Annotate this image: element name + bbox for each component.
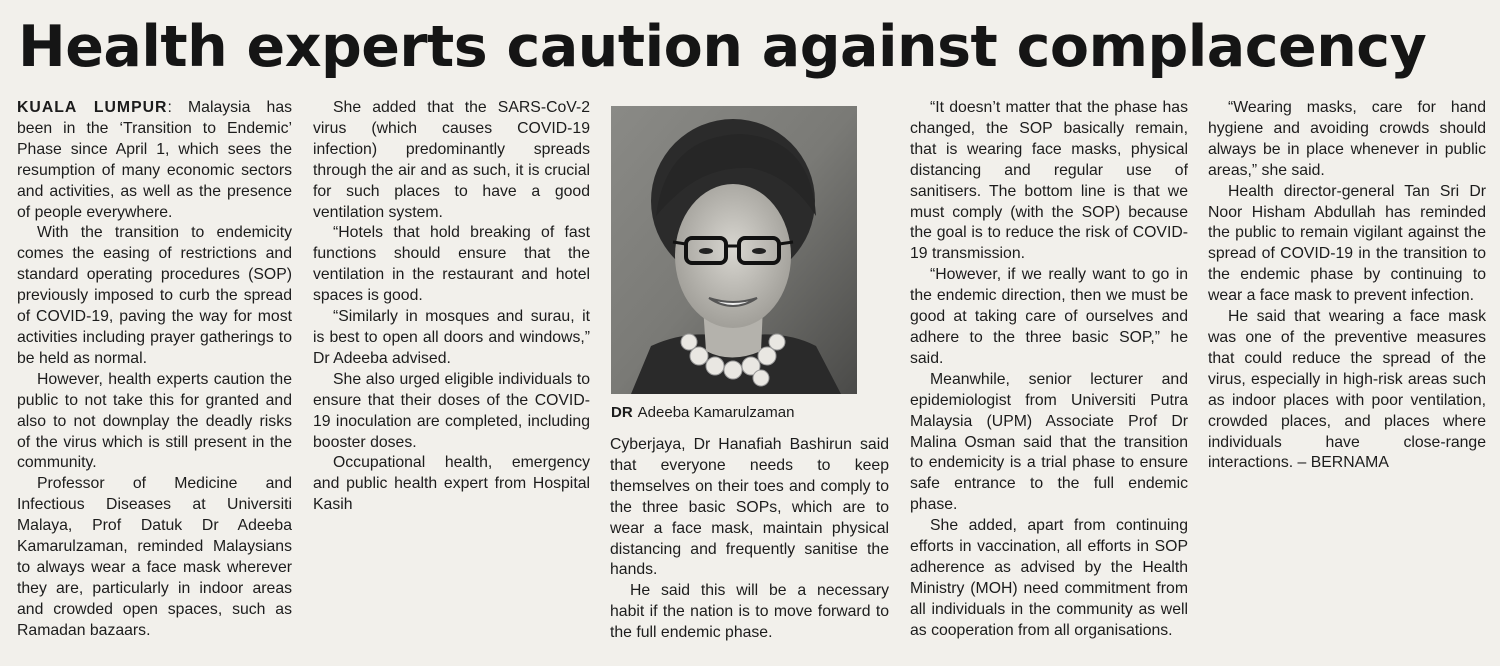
paragraph: “However, if we really want to go in the endemic direction, then we must be good at taking care of ourselves and adhere to the three basic SOP,” he said.: [910, 266, 1188, 367]
lead-text: : Malaysia has been in the ‘Transition to Endemic’ Phase since April 1, which sees the resumption of many economic sectors and activities, as well as the presence of people everywhere.: [17, 99, 292, 221]
paragraph: She also urged eligible individuals to ensure that their doses of the COVID-19 inoculation are completed, including booster doses.: [313, 370, 590, 451]
article-column-5: [1208, 98, 1486, 658]
paragraph: Professor of Medicine and Infectious Diseases at Universiti Malaya, Prof Datuk Dr Adeeba Kamarulzaman, reminded Malaysians to always wear a face mask wherever they are, particularly in indoor areas and crowded open spaces, such as Ramadan bazaars.: [17, 475, 292, 639]
portrait-photo: [611, 106, 857, 394]
paragraph: Cyberjaya, Dr Hanafiah Bashirun said that everyone needs to keep themselves on their toes and comply to the three basic SOPs, which are to wear a face mask, maintain physical distancing and frequently sanitise the hands.: [610, 436, 889, 579]
caption-name: Adeeba Kamarulzaman: [637, 404, 795, 421]
paragraph: With the transition to endemicity comes the easing of restrictions and standard operating procedures (SOP) previously imposed to curb the spread of COVID-19, paving the way for most activities including prayer gatherings to be held as normal.: [17, 224, 292, 367]
dateline: KUALA LUMPUR: [17, 99, 168, 116]
paragraph: Occupational health, emergency and public health expert from Hospital Kasih: [313, 454, 590, 514]
article-column-3: [610, 435, 889, 658]
headline: Health experts caution against complacency: [18, 14, 1427, 80]
article-column-2: [313, 98, 590, 658]
paragraph: “Similarly in mosques and surau, it is best to open all doors and windows,” Dr Adeeba advised.: [313, 308, 590, 367]
paragraph: “It doesn’t matter that the phase has changed, the SOP basically remain, that is wearing face masks, physical distancing and regular use of sanitisers. The bottom line is that we must comply (with the SOP) because the goal is to reduce the risk of COVID-19 transmission.: [910, 99, 1188, 263]
caption-prefix: DR: [611, 404, 633, 421]
article-column-4: [910, 98, 1188, 658]
photo-caption: [611, 403, 794, 423]
paragraph: She added that the SARS-CoV-2 virus (which causes COVID-19 infection) predominantly spreads through the air and as such, it is crucial for such places to have a good ventilation system.: [313, 99, 590, 221]
paragraph: He said that wearing a face mask was one of the preventive measures that could reduce the spread of the virus, especially in high-risk areas such as indoor places with poor ventilation, crowded places, and places where individuals have close-range interactions. – BERNAMA: [1208, 308, 1486, 472]
article-column-1: [17, 98, 292, 658]
paragraph: Health director-general Tan Sri Dr Noor Hisham Abdullah has reminded the public to remain vigilant against the spread of COVID-19 in the transition to the endemic phase by continuing to wear a face mask to prevent infection.: [1208, 182, 1486, 305]
portrait-image: [611, 106, 857, 394]
paragraph: However, health experts caution the public to not take this for granted and also to not downplay the deadly risks of the virus which is still present in the community.: [17, 370, 292, 472]
paragraph-lead: [17, 98, 292, 223]
paragraph: “Hotels that hold breaking of fast functions should ensure that the ventilation in the restaurant and hotel spaces is good.: [313, 224, 590, 305]
paragraph: “Wearing masks, care for hand hygiene and avoiding crowds should always be in place whenever in public areas,” she said.: [1208, 99, 1486, 179]
paragraph: Meanwhile, senior lecturer and epidemiologist from Universiti Putra Malaysia (UPM) Associate Prof Dr Malina Osman said that the transition to endemicity is a trial phase to ensure safe entrance to the full endemic phase.: [910, 370, 1188, 514]
paragraph: She added, apart from continuing efforts in vaccination, all efforts in SOP adherence as advised by the Health Ministry (MOH) need commitment from all individuals in the community as well as cooperation from all organisations.: [910, 517, 1188, 639]
paragraph: He said this will be a necessary habit if the nation is to move forward to the full endemic phase.: [610, 582, 889, 642]
